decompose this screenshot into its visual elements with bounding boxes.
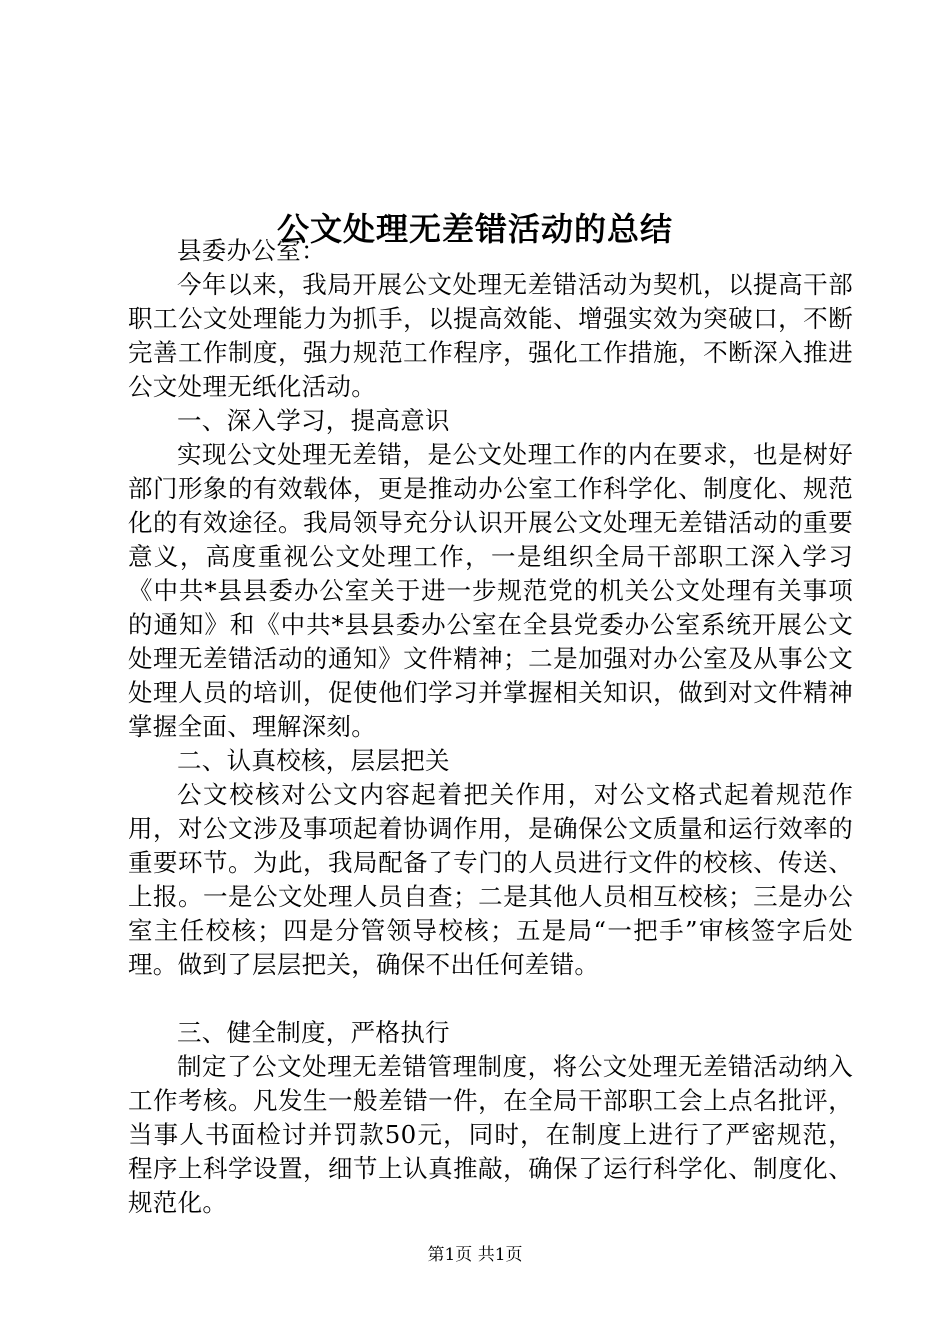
section-heading-1: 一、深入学习，提高意识 [177,406,450,435]
document-body [128,234,853,1220]
document-title: 公文处理无差错活动的总结 [276,210,673,249]
section-paragraph-2: 公文校核对公文内容起着把关作用，对公文格式起着规范作用，对公文涉及事项起着协调作用，是确保公文质量和运行效率的重要环节。为此，我局配备了专门的人员进行文件的校核、传送、上报。一是公文处理人员自查；二是其他人员相互校核；三是办公室主任校核；四是分管领导校核；五是局“一把手”审核签字后处理。做到了层层把关，确保不出任何差错。 [128,780,853,979]
section-heading-3: 三、健全制度，严格执行 [177,1018,450,1047]
page-footer: 第1页 共1页 [427,1245,523,1265]
section-paragraph-3: 制定了公文处理无差错管理制度，将公文处理无差错活动纳入工作考核。凡发生一般差错一件，在全局干部职工会上点名批评，当事人书面检讨并罚款50元，同时，在制度上进行了严密规范，程序上科学设置，细节上认真推敲，确保了运行科学化、制度化、规范化。 [128,1052,853,1217]
section-paragraph-1: 实现公文处理无差错，是公文处理工作的内在要求，也是树好部门形象的有效载体，更是推动办公室工作科学化、制度化、规范化的有效途径。我局领导充分认识开展公文处理无差错活动的重要意义，高度重视公文处理工作，一是组织全局干部职工深入学习《中共*县县委办公室关于进一步规范党的机关公文处理有关事项的通知》和《中共*县县委办公室在全县党委办公室系统开展公文处理无差错活动的通知》文件精神；二是加强对办公室及从事公文处理人员的培训，促使他们学习并掌握相关知识，做到对文件精神掌握全面、理解深刻。 [128,440,853,741]
section-heading-2: 二、认真校核，层层把关 [177,746,450,775]
salutation: 县委办公室： [177,236,326,265]
intro-paragraph: 今年以来，我局开展公文处理无差错活动为契机，以提高干部职工公文处理能力为抓手，以提高效能、增强实效为突破口，不断完善工作制度，强力规范工作程序，强化工作措施，不断深入推进公文处理无纸化活动。 [128,270,853,401]
